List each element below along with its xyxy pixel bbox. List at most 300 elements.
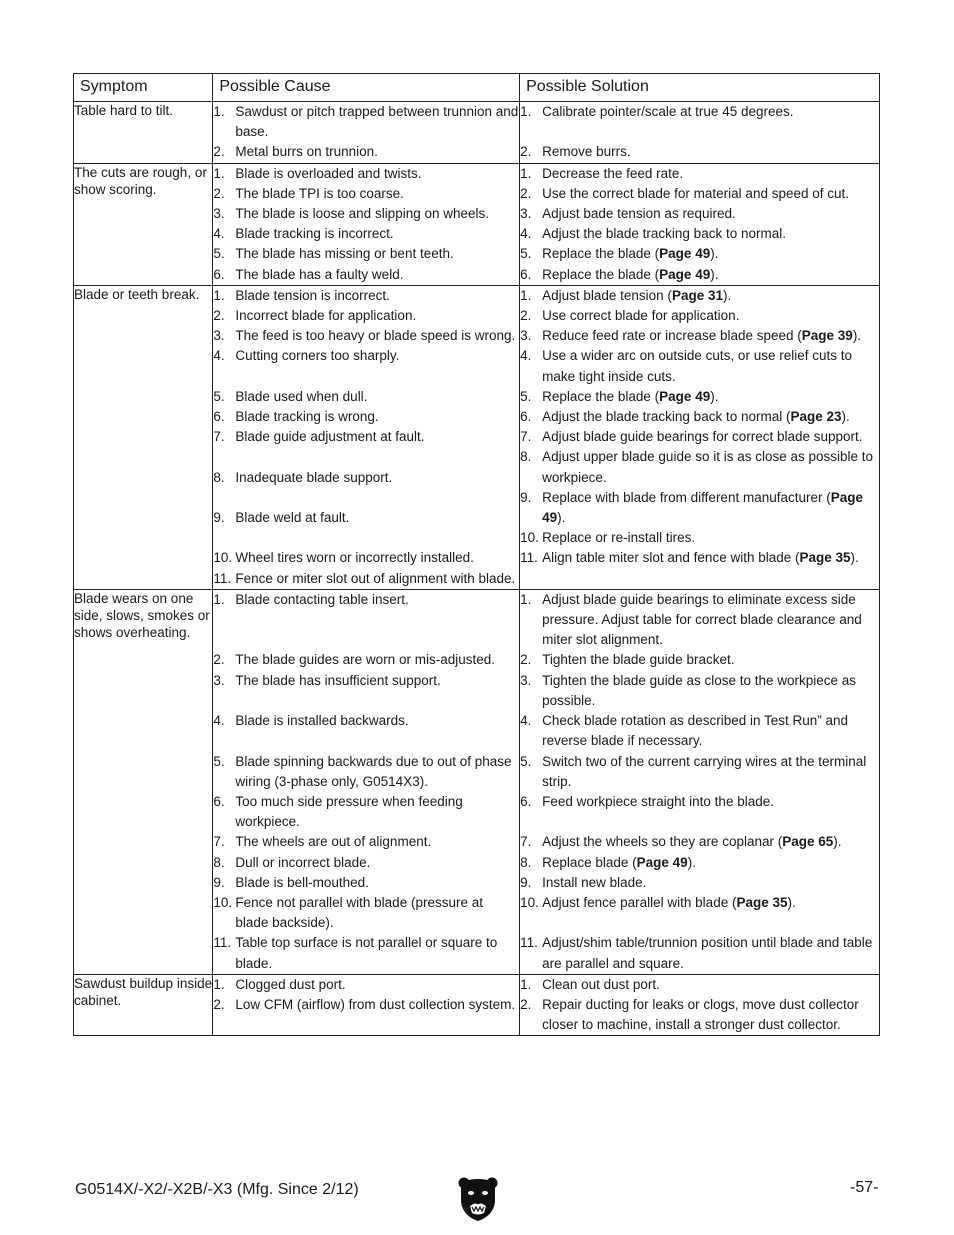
item-number (213, 447, 235, 467)
item-text (235, 711, 519, 731)
list-item (520, 792, 879, 812)
item-text-main: Tighten the blade guide bracket. (542, 652, 735, 668)
list-item (213, 184, 519, 204)
item-text (235, 265, 519, 285)
item-number: 11. (213, 570, 232, 586)
item-number: 4. (520, 348, 532, 364)
item-text-main: Blade used when dull. (235, 388, 368, 404)
solution-cell (520, 102, 880, 164)
list-item (213, 468, 519, 488)
item-text-main: Blade tension is incorrect. (235, 287, 390, 303)
item-text-main: Reduce feed rate or increase blade speed ( (542, 328, 802, 344)
list-item (520, 326, 879, 346)
item-text (235, 508, 519, 528)
item-text-main: Adjust fence parallel with blade ( (542, 894, 737, 910)
item-text (542, 265, 879, 285)
list-item (520, 853, 879, 873)
item-text-main: Replace with blade from different manufacturer ( (542, 489, 831, 505)
cause-cell (213, 589, 520, 974)
list-item (213, 286, 519, 306)
page-reference: Page 49 (659, 388, 711, 404)
item-number: 9. (520, 489, 532, 505)
item-text (235, 590, 519, 610)
list-item (520, 975, 879, 995)
item-number: 6. (213, 793, 225, 809)
item-text (235, 468, 519, 488)
list-item (520, 995, 879, 1035)
list-item (213, 326, 519, 346)
item-text (542, 548, 879, 568)
item-text (235, 387, 519, 407)
item-text (542, 650, 879, 670)
list-item (520, 528, 879, 548)
item-text-main: Blade is bell-mouthed. (235, 874, 369, 890)
page-reference: Page 31 (671, 287, 723, 303)
list-item (520, 711, 879, 751)
cause-cell (213, 102, 520, 164)
item-text-main: Calibrate pointer/scale at true 45 degrees. (542, 104, 794, 119)
item-text (235, 427, 519, 447)
item-text (235, 569, 519, 589)
header-row (74, 74, 880, 102)
item-number: 5. (520, 753, 532, 769)
list-item (213, 691, 519, 711)
item-text (542, 122, 879, 142)
item-text (235, 832, 519, 852)
item-number: 2. (520, 652, 532, 668)
cause-cell (213, 163, 520, 285)
item-number: 10. (213, 550, 233, 566)
item-text (542, 407, 879, 427)
item-number: 1. (520, 287, 532, 303)
item-number (213, 488, 235, 508)
item-text-main: Adjust bade tension as required. (542, 206, 736, 222)
item-text (542, 853, 879, 873)
item-text (542, 752, 879, 792)
item-text (542, 427, 879, 447)
item-text-main: Adjust the wheels so they are coplanar ( (542, 834, 783, 850)
item-text-main: Replace or re-install tires. (542, 530, 696, 546)
item-text-main: Switch two of the current carrying wires at the terminal strip. (542, 753, 867, 789)
list-item (213, 853, 519, 873)
list-item (213, 569, 519, 589)
list-item (213, 610, 519, 630)
list-item (520, 752, 879, 792)
item-text-tail: ). (710, 266, 719, 282)
item-text (542, 812, 879, 832)
list-item (213, 447, 519, 467)
item-text-main: Dull or incorrect blade. (235, 854, 371, 870)
item-text (235, 224, 519, 244)
item-text-main: Adjust/shim table/trunnion position until blade and table are parallel and square. (542, 935, 873, 971)
item-number: 2. (213, 996, 225, 1012)
item-number: 9. (520, 874, 532, 890)
item-text (235, 346, 519, 366)
item-number: 3. (213, 672, 225, 688)
item-number: 2. (213, 308, 225, 324)
symptom-cell: Table hard to tilt. (74, 102, 213, 164)
item-text-main: Repair ducting for leaks or clogs, move dust collector closer to machine, install a stronger dust collector. (542, 996, 859, 1033)
item-text (542, 164, 879, 184)
list-item (213, 933, 519, 973)
page-reference: Page 65 (782, 834, 834, 850)
list-item (520, 122, 879, 142)
item-text (235, 731, 519, 751)
item-number: 1. (213, 591, 225, 607)
item-number: 8. (213, 469, 225, 485)
item-text (235, 873, 519, 893)
item-text (235, 691, 519, 711)
item-text-tail: ). (722, 287, 732, 303)
item-text-main: Check blade rotation as described in Test Run” and reverse blade if necessary. (542, 713, 849, 749)
item-number: 10. (520, 894, 539, 910)
header-symptom: Symptom (74, 74, 213, 102)
item-number: 7. (213, 429, 225, 445)
item-text-main: Remove burrs. (542, 144, 631, 160)
list-item (520, 387, 879, 407)
item-text (542, 184, 879, 204)
item-text (235, 671, 519, 691)
item-text (542, 832, 879, 852)
table-row (74, 163, 880, 285)
item-number (213, 367, 235, 387)
header-possible-solution: Possible Solution (520, 74, 880, 102)
item-number: 8. (213, 854, 225, 870)
item-text (235, 306, 519, 326)
item-text (542, 224, 879, 244)
item-text-main: Align table miter slot and fence with blade ( (542, 550, 800, 566)
item-text-main: Blade contacting table insert. (235, 591, 409, 607)
list-item (520, 590, 879, 651)
list-item (520, 346, 879, 386)
item-text-main: Feed workpiece straight into the blade. (542, 793, 774, 809)
list-item (520, 407, 879, 427)
item-number: 4. (520, 226, 532, 242)
list-item (213, 995, 519, 1015)
item-number: 2. (520, 308, 532, 324)
item-number (213, 691, 235, 711)
item-number: 2. (520, 144, 532, 160)
item-text-main: Decrease the feed rate. (542, 165, 684, 181)
item-number: 7. (213, 834, 225, 850)
list-item (213, 792, 519, 832)
item-text-main: Table top surface is not parallel or square to blade. (235, 935, 498, 971)
item-text (235, 975, 519, 995)
item-text (235, 164, 519, 184)
item-text (235, 326, 519, 346)
item-text-main: Incorrect blade for application. (235, 308, 417, 324)
list-item (213, 630, 519, 650)
item-number: 2. (520, 185, 532, 201)
item-text (235, 792, 519, 832)
item-text-main: Inadequate blade support. (235, 469, 393, 485)
item-text-main: Blade tracking is incorrect. (235, 226, 394, 242)
item-text-main: Replace the blade ( (542, 266, 660, 282)
list-item (213, 650, 519, 670)
item-text-tail: ). (687, 854, 696, 870)
symptom-cell: Blade wears on one side, slows, smokes or shows overheating. (74, 589, 213, 974)
list-item (213, 244, 519, 264)
list-item (213, 508, 519, 528)
item-number: 8. (520, 854, 532, 870)
page-reference: Page 39 (801, 328, 853, 344)
page-reference: Page 35 (799, 550, 851, 566)
list-item (520, 832, 879, 852)
item-number: 4. (213, 348, 225, 364)
list-item (213, 224, 519, 244)
item-number: 5. (213, 388, 225, 404)
item-number: 4. (213, 713, 225, 729)
item-text (235, 184, 519, 204)
item-text (542, 244, 879, 264)
symptom-cell: Blade or teeth break. (74, 285, 213, 589)
item-number (213, 731, 235, 751)
page-reference: Page 49 (636, 854, 688, 870)
footer-page-number: -57- (850, 1179, 879, 1196)
list-item (520, 142, 879, 162)
list-item (213, 367, 519, 387)
list-item (213, 671, 519, 691)
item-text-main: Use correct blade for application. (542, 308, 740, 324)
list-item (520, 650, 879, 670)
item-number (213, 610, 235, 630)
item-number: 11. (213, 935, 232, 951)
page-reference: Page 49 (659, 266, 711, 282)
item-text-main: Replace blade ( (542, 854, 637, 870)
item-text-main: Sawdust or pitch trapped between trunnion and base. (235, 104, 519, 140)
item-number (213, 528, 235, 548)
item-text (542, 286, 879, 306)
list-item (520, 102, 879, 122)
item-text-main: Tighten the blade guide as close to the workpiece as possible. (542, 672, 857, 708)
item-text (235, 367, 519, 387)
table-row (74, 285, 880, 589)
item-number: 11. (520, 935, 538, 951)
item-text-main: Cutting corners too sharply. (235, 348, 400, 364)
item-text (235, 407, 519, 427)
list-item (520, 265, 879, 285)
item-number: 4. (213, 226, 225, 242)
item-text (542, 447, 879, 487)
item-text-tail: ). (852, 328, 862, 344)
item-number: 6. (520, 266, 532, 282)
item-number: 1. (520, 976, 532, 992)
item-text (235, 102, 519, 142)
item-text-main: Blade guide adjustment at fault. (235, 429, 425, 445)
list-item (520, 671, 879, 711)
item-text-main: Adjust the blade tracking back to normal ( (542, 409, 791, 425)
item-text-main: Blade is installed backwards. (235, 713, 409, 729)
item-text (542, 326, 879, 346)
item-number: 1. (213, 976, 225, 992)
list-item (520, 447, 879, 487)
item-number (213, 630, 235, 650)
item-text (235, 447, 519, 467)
item-number: 11. (520, 550, 538, 566)
list-item (213, 711, 519, 731)
item-text-tail: ). (787, 894, 796, 910)
list-item (520, 873, 879, 893)
item-text (235, 204, 519, 224)
item-text-main: Clean out dust port. (542, 976, 660, 992)
list-item (213, 590, 519, 610)
item-text (542, 387, 879, 407)
item-text-tail: ). (710, 246, 719, 262)
item-text-main: Use a wider arc on outside cuts, or use relief cuts to make tight inside cuts. (542, 348, 852, 384)
item-number: 6. (213, 409, 225, 425)
list-item (520, 812, 879, 832)
item-text-tail: ). (841, 409, 850, 425)
item-text-main: Blade weld at fault. (235, 510, 350, 526)
item-text (542, 893, 879, 913)
list-item (213, 832, 519, 852)
item-text (542, 346, 879, 386)
list-item (520, 244, 879, 264)
item-text (542, 873, 879, 893)
troubleshooting-table (73, 73, 880, 1036)
item-number: 2. (213, 652, 225, 668)
item-text-tail: ). (710, 388, 719, 404)
item-number: 1. (213, 104, 225, 119)
item-text-main: The blade TPI is too coarse. (235, 185, 404, 201)
item-number: 3. (213, 206, 225, 222)
item-number: 1. (520, 165, 532, 181)
list-item (213, 306, 519, 326)
cause-cell (213, 974, 520, 1036)
item-text (235, 933, 519, 973)
symptom-cell: The cuts are rough, or show scoring. (74, 163, 213, 285)
item-number: 1. (213, 287, 225, 303)
item-number (520, 913, 542, 933)
symptom-cell: Sawdust buildup inside cabinet. (74, 974, 213, 1036)
item-text (235, 286, 519, 306)
item-number: 3. (520, 328, 532, 344)
item-text-main: Use the correct blade for material and speed of cut. (542, 185, 850, 201)
item-text-tail: ). (833, 834, 842, 850)
item-text (542, 995, 879, 1035)
item-number: 2. (520, 996, 532, 1012)
item-number: 6. (520, 793, 532, 809)
item-number: 7. (520, 429, 532, 445)
item-text (542, 102, 879, 122)
item-text (542, 671, 879, 711)
bear-head-icon (457, 1176, 499, 1222)
list-item (520, 184, 879, 204)
item-text (542, 913, 879, 933)
item-text-main: Too much side pressure when feeding workpiece. (235, 793, 463, 830)
list-item (520, 488, 879, 528)
list-item (213, 407, 519, 427)
solution-cell (520, 589, 880, 974)
item-text (235, 893, 519, 933)
item-number: 1. (520, 591, 532, 607)
item-number: 10. (520, 530, 539, 546)
item-text-main: Adjust blade tension ( (542, 287, 672, 303)
page-reference: Page 49 (659, 246, 711, 262)
item-text (542, 975, 879, 995)
item-number: 3. (213, 328, 225, 344)
item-text-main: The blade has a faulty weld. (235, 266, 404, 282)
item-number: 5. (213, 246, 225, 262)
list-item (520, 548, 879, 568)
item-number: 5. (213, 753, 225, 769)
list-item (213, 752, 519, 792)
item-text (235, 548, 519, 568)
item-text-main: Blade is overloaded and twists. (235, 165, 422, 181)
item-text-main: Adjust blade guide bearings to eliminate excess side pressure. Adjust table for correct blade clearance and miter slot alignment. (542, 591, 862, 648)
item-text-main: The blade guides are worn or mis-adjusted. (235, 652, 495, 668)
list-item (520, 224, 879, 244)
item-text (235, 142, 519, 162)
item-text-main: Wheel tires worn or incorrectly installed. (235, 550, 474, 566)
list-item (213, 142, 519, 162)
item-text (542, 528, 879, 548)
item-number: 8. (520, 449, 532, 465)
list-item (213, 731, 519, 751)
list-item (213, 873, 519, 893)
item-text-main: Adjust upper blade guide so it is as close as possible to workpiece. (542, 449, 874, 485)
list-item (520, 286, 879, 306)
item-text-main: Install new blade. (542, 874, 647, 890)
list-item (520, 427, 879, 447)
solution-cell (520, 285, 880, 589)
item-text-main: Replace the blade ( (542, 388, 660, 404)
page-reference: Page 49 (542, 489, 864, 526)
table-row (74, 102, 880, 164)
item-number: 3. (520, 672, 532, 688)
item-text (235, 853, 519, 873)
list-item (213, 427, 519, 447)
item-number: 5. (520, 246, 532, 262)
list-item (213, 346, 519, 366)
item-number (520, 812, 542, 832)
item-text (235, 630, 519, 650)
item-number: 1. (520, 104, 532, 119)
list-item (520, 933, 879, 973)
item-text (542, 933, 879, 973)
item-text-tail: ). (557, 510, 566, 526)
item-text (235, 995, 519, 1015)
item-text-main: The blade is loose and slipping on wheels. (235, 206, 490, 222)
item-text-main: Replace the blade ( (542, 246, 660, 262)
item-number: 5. (520, 388, 532, 404)
list-item (213, 488, 519, 508)
item-text-main: Fence or miter slot out of alignment with blade. (235, 570, 516, 586)
solution-cell (520, 974, 880, 1036)
page-reference: Page 23 (790, 409, 842, 425)
list-item (213, 893, 519, 933)
footer-model: G0514X/-X2/-X2B/-X3 (Mfg. Since 2/12) (75, 1181, 359, 1198)
item-text-main: The blade has insufficient support. (235, 672, 441, 688)
list-item (520, 306, 879, 326)
list-item (520, 893, 879, 913)
item-text-main: Clogged dust port. (235, 976, 346, 992)
table-row (74, 589, 880, 974)
list-item (520, 164, 879, 184)
list-item (213, 204, 519, 224)
item-number: 6. (213, 266, 225, 282)
list-item (520, 204, 879, 224)
item-text-main: The feed is too heavy or blade speed is wrong. (235, 328, 516, 344)
list-item (520, 913, 879, 933)
list-item (213, 387, 519, 407)
item-text (235, 752, 519, 792)
item-text (542, 204, 879, 224)
item-text-main: Blade spinning backwards due to out of phase wiring (3-phase only, G0514X3). (235, 753, 512, 789)
item-number: 10. (213, 894, 233, 910)
item-text (542, 488, 879, 528)
item-number: 9. (213, 874, 225, 890)
